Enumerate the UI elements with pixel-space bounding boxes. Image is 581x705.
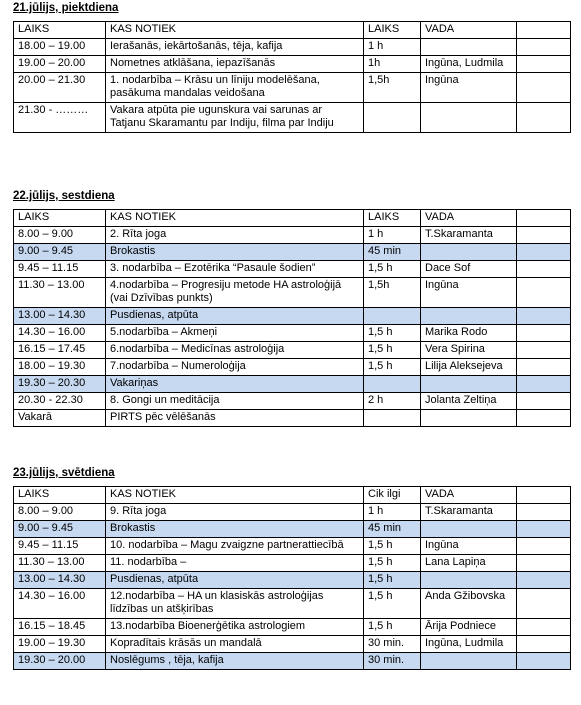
time-cell: 8.00 – 9.00 bbox=[14, 227, 106, 244]
column-header: LAIKS bbox=[14, 22, 106, 39]
duration-cell: 1,5 h bbox=[364, 555, 421, 572]
column-header bbox=[517, 487, 571, 504]
leader-cell: Vera Spirina bbox=[421, 342, 517, 359]
table-row bbox=[14, 73, 571, 103]
table-row bbox=[14, 342, 571, 359]
leader-cell bbox=[421, 410, 517, 427]
schedule-table bbox=[13, 209, 571, 427]
duration-cell: 1,5 h bbox=[364, 342, 421, 359]
table-row bbox=[14, 636, 571, 653]
time-cell: 20.00 – 21.30 bbox=[14, 73, 106, 103]
table-row bbox=[14, 325, 571, 342]
table-row bbox=[14, 572, 571, 589]
extra-cell bbox=[517, 39, 571, 56]
duration-cell: 2 h bbox=[364, 393, 421, 410]
duration-cell: 1,5 h bbox=[364, 359, 421, 376]
leader-cell bbox=[421, 376, 517, 393]
leader-cell bbox=[421, 572, 517, 589]
duration-cell: 1 h bbox=[364, 227, 421, 244]
event-cell: Vakara atpūta pie ugunskura vai sarunas ar Tatjanu Skaramantu par Indiju, filma par Indiju bbox=[106, 103, 364, 133]
extra-cell bbox=[517, 244, 571, 261]
extra-cell bbox=[517, 555, 571, 572]
leader-cell bbox=[421, 653, 517, 670]
extra-cell bbox=[517, 504, 571, 521]
event-cell: 7.nodarbība – Numeroloģija bbox=[106, 359, 364, 376]
duration-cell: 45 min bbox=[364, 244, 421, 261]
column-header: LAIKS bbox=[14, 210, 106, 227]
time-cell: 9.00 – 9.45 bbox=[14, 521, 106, 538]
duration-cell: 1 h bbox=[364, 39, 421, 56]
time-cell: 20.30 - 22.30 bbox=[14, 393, 106, 410]
table-row bbox=[14, 376, 571, 393]
extra-cell bbox=[517, 393, 571, 410]
time-cell: 11.30 – 13.00 bbox=[14, 555, 106, 572]
time-cell: 19.30 – 20.30 bbox=[14, 376, 106, 393]
extra-cell bbox=[517, 410, 571, 427]
time-cell: 16.15 – 17.45 bbox=[14, 342, 106, 359]
event-cell: Ierašanās, iekārtošanās, tēja, kafija bbox=[106, 39, 364, 56]
column-header: KAS NOTIEK bbox=[106, 487, 364, 504]
leader-cell: Ingūna bbox=[421, 73, 517, 103]
extra-cell bbox=[517, 227, 571, 244]
column-header: VADA bbox=[421, 487, 517, 504]
duration-cell bbox=[364, 308, 421, 325]
column-header: KAS NOTIEK bbox=[106, 210, 364, 227]
time-cell: 18.00 – 19.30 bbox=[14, 359, 106, 376]
event-cell: Pusdienas, atpūta bbox=[106, 308, 364, 325]
time-cell: 18.00 – 19.00 bbox=[14, 39, 106, 56]
column-header bbox=[517, 22, 571, 39]
event-cell: 12.nodarbība – HA un klasiskās astroloģijas līdzības un atšķirības bbox=[106, 589, 364, 619]
day-section-1 bbox=[13, 189, 570, 427]
time-cell: 13.00 – 14.30 bbox=[14, 308, 106, 325]
duration-cell: 1h bbox=[364, 56, 421, 73]
leader-cell: Ingūna bbox=[421, 278, 517, 308]
event-cell: 8. Gongi un meditācija bbox=[106, 393, 364, 410]
extra-cell bbox=[517, 636, 571, 653]
duration-cell bbox=[364, 410, 421, 427]
duration-cell: 1,5 h bbox=[364, 589, 421, 619]
event-cell: Brokastis bbox=[106, 521, 364, 538]
duration-cell: 45 min bbox=[364, 521, 421, 538]
time-cell: 14.30 – 16.00 bbox=[14, 589, 106, 619]
duration-cell: 1 h bbox=[364, 504, 421, 521]
table-row bbox=[14, 521, 571, 538]
leader-cell: T.Skaramanta bbox=[421, 504, 517, 521]
duration-cell bbox=[364, 103, 421, 133]
leader-cell bbox=[421, 244, 517, 261]
event-cell: 6.nodarbība – Medicīnas astroloģija bbox=[106, 342, 364, 359]
extra-cell bbox=[517, 103, 571, 133]
time-cell: 9.45 – 11.15 bbox=[14, 261, 106, 278]
extra-cell bbox=[517, 342, 571, 359]
event-cell: 4.nodarbība – Progresiju metode HA astroloģijā (vai Dzīvības punkts) bbox=[106, 278, 364, 308]
leader-cell: Ingūna bbox=[421, 538, 517, 555]
table-row bbox=[14, 589, 571, 619]
day-section-0 bbox=[13, 1, 570, 133]
event-cell: Nometnes atklāšana, iepazīšanās bbox=[106, 56, 364, 73]
leader-cell: Lana Lapiņa bbox=[421, 555, 517, 572]
extra-cell bbox=[517, 653, 571, 670]
time-cell: 9.00 – 9.45 bbox=[14, 244, 106, 261]
table-row bbox=[14, 56, 571, 73]
table-row bbox=[14, 244, 571, 261]
event-cell: Brokastis bbox=[106, 244, 364, 261]
leader-cell: Lilija Aleksejeva bbox=[421, 359, 517, 376]
extra-cell bbox=[517, 359, 571, 376]
header-row bbox=[14, 210, 571, 227]
leader-cell: Jolanta Zeltiņa bbox=[421, 393, 517, 410]
event-cell: 10. nodarbība – Magu zvaigzne partnerattiecībā bbox=[106, 538, 364, 555]
extra-cell bbox=[517, 56, 571, 73]
duration-cell: 1,5h bbox=[364, 73, 421, 103]
event-cell: Kopradītais krāsās un mandalā bbox=[106, 636, 364, 653]
extra-cell bbox=[517, 325, 571, 342]
time-cell: Vakarā bbox=[14, 410, 106, 427]
table-row bbox=[14, 359, 571, 376]
header-row bbox=[14, 487, 571, 504]
day-heading: 23.jūlijs, svētdiena bbox=[13, 467, 115, 479]
table-row bbox=[14, 261, 571, 278]
day-heading: 21.jūlijs, piektdiena bbox=[13, 2, 119, 14]
schedule-table bbox=[13, 486, 571, 670]
event-cell: 3. nodarbība – Ezotērika “Pasaule šodien” bbox=[106, 261, 364, 278]
time-cell: 13.00 – 14.30 bbox=[14, 572, 106, 589]
column-header: LAIKS bbox=[364, 22, 421, 39]
table-row bbox=[14, 278, 571, 308]
duration-cell: 30 min. bbox=[364, 636, 421, 653]
column-header: KAS NOTIEK bbox=[106, 22, 364, 39]
table-row bbox=[14, 410, 571, 427]
event-cell: Vakariņas bbox=[106, 376, 364, 393]
table-row bbox=[14, 227, 571, 244]
event-cell: 1. nodarbība – Krāsu un līniju modelēšana, pasākuma mandalas veidošana bbox=[106, 73, 364, 103]
event-cell: 9. Rīta joga bbox=[106, 504, 364, 521]
time-cell: 16.15 – 18.45 bbox=[14, 619, 106, 636]
extra-cell bbox=[517, 521, 571, 538]
event-cell: 11. nodarbība – bbox=[106, 555, 364, 572]
extra-cell bbox=[517, 538, 571, 555]
duration-cell: 1,5 h bbox=[364, 325, 421, 342]
extra-cell bbox=[517, 261, 571, 278]
column-header: LAIKS bbox=[364, 210, 421, 227]
table-row bbox=[14, 653, 571, 670]
schedule-table bbox=[13, 21, 571, 133]
time-cell: 19.00 – 19.30 bbox=[14, 636, 106, 653]
table-row bbox=[14, 103, 571, 133]
header-row bbox=[14, 22, 571, 39]
duration-cell: 1,5h bbox=[364, 278, 421, 308]
time-cell: 11.30 – 13.00 bbox=[14, 278, 106, 308]
leader-cell: Ingūna, Ludmila bbox=[421, 636, 517, 653]
extra-cell bbox=[517, 589, 571, 619]
column-header: LAIKS bbox=[14, 487, 106, 504]
event-cell: 2. Rīta joga bbox=[106, 227, 364, 244]
event-cell: Pusdienas, atpūta bbox=[106, 572, 364, 589]
leader-cell bbox=[421, 308, 517, 325]
table-row bbox=[14, 619, 571, 636]
leader-cell bbox=[421, 521, 517, 538]
table-row bbox=[14, 39, 571, 56]
leader-cell: Ingūna, Ludmila bbox=[421, 56, 517, 73]
time-cell: 8.00 – 9.00 bbox=[14, 504, 106, 521]
time-cell: 9.45 – 11.15 bbox=[14, 538, 106, 555]
leader-cell bbox=[421, 103, 517, 133]
table-row bbox=[14, 308, 571, 325]
table-row bbox=[14, 555, 571, 572]
duration-cell bbox=[364, 376, 421, 393]
duration-cell: 30 min. bbox=[364, 653, 421, 670]
column-header: VADA bbox=[421, 210, 517, 227]
time-cell: 19.30 – 20.00 bbox=[14, 653, 106, 670]
column-header: Cik ilgi bbox=[364, 487, 421, 504]
extra-cell bbox=[517, 619, 571, 636]
duration-cell: 1,5 h bbox=[364, 619, 421, 636]
event-cell: PIRTS pēc vēlēšanās bbox=[106, 410, 364, 427]
duration-cell: 1,5 h bbox=[364, 261, 421, 278]
extra-cell bbox=[517, 73, 571, 103]
table-row bbox=[14, 504, 571, 521]
extra-cell bbox=[517, 308, 571, 325]
leader-cell bbox=[421, 39, 517, 56]
day-heading: 22.jūlijs, sestdiena bbox=[13, 190, 115, 202]
extra-cell bbox=[517, 376, 571, 393]
time-cell: 19.00 – 20.00 bbox=[14, 56, 106, 73]
table-row bbox=[14, 538, 571, 555]
day-section-2 bbox=[13, 466, 570, 670]
leader-cell: Dace Sof bbox=[421, 261, 517, 278]
leader-cell: Anda Gžibovska bbox=[421, 589, 517, 619]
event-cell: Noslēgums , tēja, kafija bbox=[106, 653, 364, 670]
time-cell: 21.30 - ……… bbox=[14, 103, 106, 133]
duration-cell: 1,5 h bbox=[364, 538, 421, 555]
column-header bbox=[517, 210, 571, 227]
extra-cell bbox=[517, 278, 571, 308]
event-cell: 5.nodarbība – Akmeņi bbox=[106, 325, 364, 342]
leader-cell: T.Skaramanta bbox=[421, 227, 517, 244]
leader-cell: Ārija Podniece bbox=[421, 619, 517, 636]
event-cell: 13.nodarbība Bioenerģētika astrologiem bbox=[106, 619, 364, 636]
leader-cell: Marika Rodo bbox=[421, 325, 517, 342]
table-row bbox=[14, 393, 571, 410]
duration-cell: 1,5 h bbox=[364, 572, 421, 589]
column-header: VADA bbox=[421, 22, 517, 39]
time-cell: 14.30 – 16.00 bbox=[14, 325, 106, 342]
extra-cell bbox=[517, 572, 571, 589]
